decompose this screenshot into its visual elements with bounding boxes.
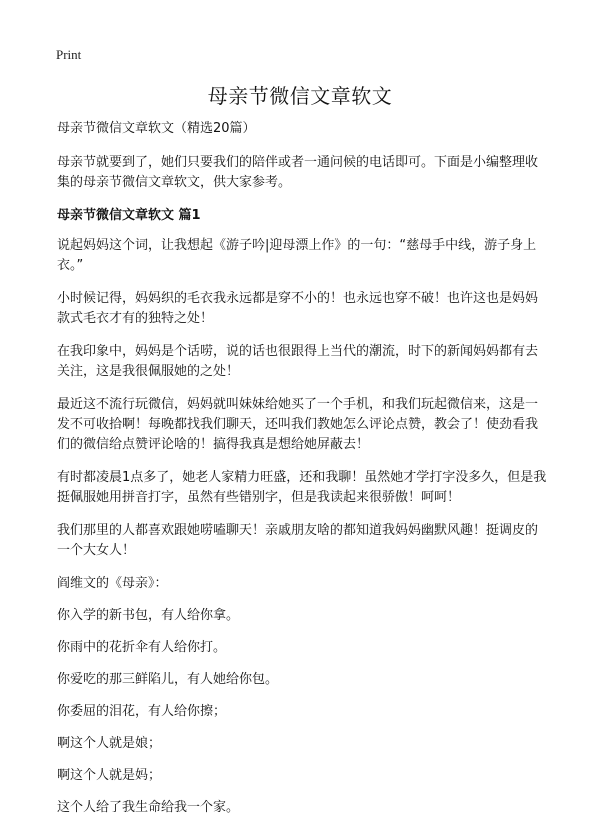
paragraph: 最近这不流行玩微信，妈妈就叫妹妹给她买了一个手机，和我们玩起微信来，这是一发不可收拾啊！每晚都找我们聊天，还叫我们教她怎么评论点赞，教会了！使劲看我们的微信给点赞评论啥的！搞得我真是想给她屏蔽去！ xyxy=(57,397,539,452)
print-label: Print xyxy=(56,47,82,62)
poem-line: 啊这个人就是娘； xyxy=(57,736,162,751)
poem-intro: 阎维文的《母亲》： xyxy=(57,576,168,591)
article-body xyxy=(57,119,547,830)
poem-line: 这个人给了我生命给我一个家。 xyxy=(57,800,240,815)
paragraph: 说起妈妈这个词，让我想起《游子吟|迎母漂上作》的一句：“慈母手中线，游子身上衣。” xyxy=(57,238,537,273)
paragraph: 小时候记得，妈妈织的毛衣我永远都是穿不小的！也永远也穿不破！也许这也是妈妈款式毛衣才有的独特之处！ xyxy=(57,291,539,326)
section-title: 母亲节微信文章软文 篇1 xyxy=(57,208,201,223)
poem-line: 你爱吃的那三鲜陷儿，有人她给你包。 xyxy=(57,672,279,687)
poem-line: 你入学的新书包，有人给你拿。 xyxy=(57,608,240,623)
intro-paragraph: 母亲节就要到了，她们只要我们的陪伴或者一通问候的电话即可。下面是小编整理收集的母亲节微信文章软文，供大家参考。 xyxy=(57,155,539,190)
paragraph: 有时都凌晨1点多了，她老人家精力旺盛，还和我聊！虽然她才学打字没多久，但是我挺佩服她用拼音打字，虽然有些错别字，但是我读起来很骄傲！呵呵！ xyxy=(57,470,547,505)
paragraph: 在我印象中，妈妈是个话唠，说的话也很跟得上当代的潮流，时下的新闻妈妈都有去关注，这是我很佩服她的之处！ xyxy=(57,344,539,379)
paragraph: 我们那里的人都喜欢跟她唠嗑聊天！亲戚朋友啥的都知道我妈妈幽默风趣！挺调皮的一个大女人！ xyxy=(57,523,539,558)
article-subtitle: 母亲节微信文章软文（精选20篇） xyxy=(57,121,256,136)
poem-line: 你雨中的花折伞有人给你打。 xyxy=(57,640,227,655)
page-title: 母亲节微信文章软文 xyxy=(207,84,393,108)
poem-line: 你委屈的泪花，有人给你擦； xyxy=(57,704,227,719)
poem-line: 啊这个人就是妈； xyxy=(57,768,162,783)
